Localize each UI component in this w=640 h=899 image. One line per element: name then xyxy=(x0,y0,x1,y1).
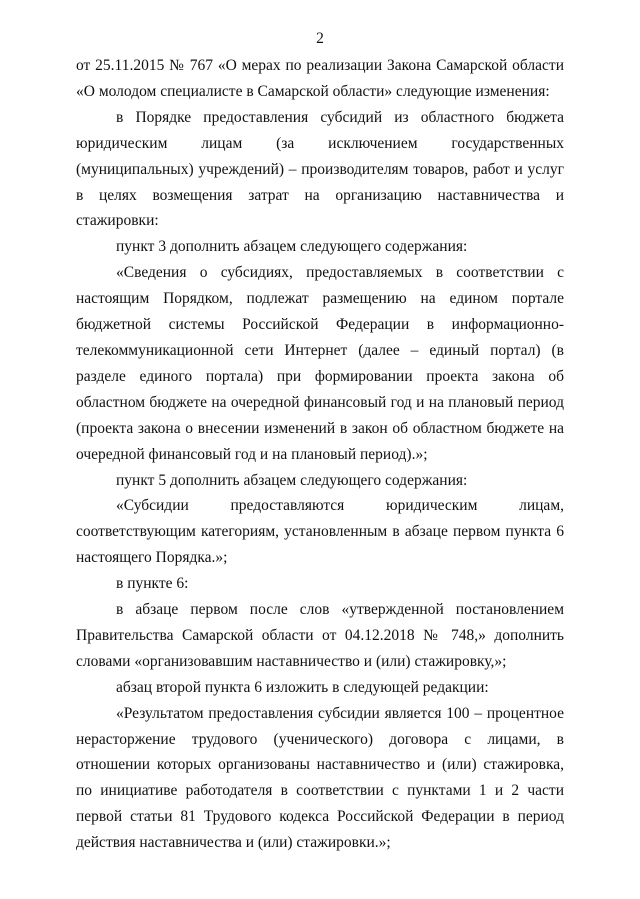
paragraph-point-6-intro: в пункте 6: xyxy=(116,575,189,593)
paragraph-point-6-first-abzac: в абзаце первом после слов «утвержденной постановлением Правительства Самарской области от 04.12.2018 № 748,» дополнить словами «организовавшим наставничество и (или) стажировку,»; xyxy=(76,601,564,670)
paragraph-subsidy-procedure: в Порядке предоставления субсидий из областного бюджета юридическим лицам (за исключением государственных (муниципальных) учреждений) – производителям товаров, работ и услуг в целях возмещения затрат на организацию наставничества и стажировки: xyxy=(76,108,564,230)
paragraph-point-3-text: «Сведения о субсидиях, предоставляемых в соответствии с настоящим Порядком, подлежат размещению на едином портале бюджетной системы Российской Федерации в информационно-телекоммуникационной сети Интернет (далее – единый портал) (в разделе единого портала) при формировании проекта закона об областном бюджете на очередной финансовый год и на плановый период (проекта закона о внесении изменений в закон об областном бюджете на очередной финансовый год и на плановый период).»; xyxy=(76,264,564,463)
paragraph-resolution-reference: от 25.11.2015 № 767 «О мерах по реализации Закона Самарской области «О молодом специалисте в Самарской области» следующие изменения: xyxy=(76,57,564,100)
page-number: 2 xyxy=(316,30,324,47)
paragraph-point-6-second-abzac-intro: абзац второй пункта 6 изложить в следующей редакции: xyxy=(116,678,489,696)
paragraph-point-5-intro: пункт 5 дополнить абзацем следующего содержания: xyxy=(116,471,468,489)
paragraph-point-6-second-abzac-text: «Результатом предоставления субсидии является 100 – процентное нерасторжение трудового (ученического) договора с лицами, в отношении которых организованы наставничество и (или) стажировка, по инициативе работодателя в соответствии с пунктами 1 и 2 части первой статьи 81 Трудового кодекса Российской Федерации в период действия наставничества и (или) стажировки.»; xyxy=(76,704,564,852)
paragraph-point-5-text: «Субсидии предоставляются юридическим лицам, соответствующим категориям, установленным в абзаце первом пункта 6 настоящего Порядка.»; xyxy=(76,497,564,567)
paragraph-point-3-intro: пункт 3 дополнить абзацем следующего содержания: xyxy=(116,238,468,256)
document-body xyxy=(76,53,564,856)
